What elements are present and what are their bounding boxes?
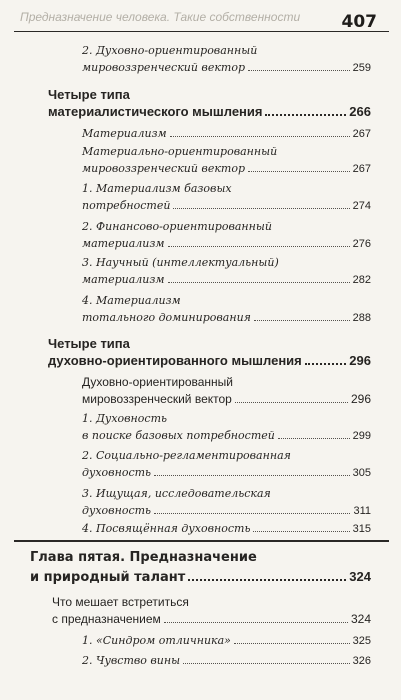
toc-section-title: материалистического мышления <box>48 104 263 119</box>
toc-entry-title: потребностей <box>82 199 171 212</box>
toc-page-number: 274 <box>352 200 371 212</box>
toc-entry-title: 1. Духовность <box>82 412 167 425</box>
toc-entry-title: 1. «Синдром отличника» <box>82 634 231 647</box>
toc-entry[interactable] <box>82 410 371 445</box>
leader-dots <box>170 136 350 137</box>
leader-dots <box>168 282 350 283</box>
toc-section-title: Что мешает встретиться <box>52 595 189 609</box>
toc-entry-title: 4. Посвящённая духовность <box>82 522 251 535</box>
toc-entry-title: 2. Духовно-ориентированный <box>82 44 258 57</box>
toc-entry[interactable] <box>82 632 371 650</box>
toc-entry[interactable] <box>82 254 371 289</box>
toc-entry-title: 1. Материализм базовых <box>82 182 232 195</box>
toc-entry[interactable] <box>82 143 371 178</box>
leader-dots <box>265 114 346 116</box>
toc-entry-title: Духовно-ориентированный <box>82 375 233 389</box>
toc-entry[interactable] <box>82 218 371 253</box>
leader-dots <box>305 363 347 365</box>
toc-section-title: Четыре типа <box>48 87 130 102</box>
toc-entry-title: 4. Материализм <box>82 294 181 307</box>
toc-page-number: 276 <box>352 238 371 250</box>
leader-dots <box>154 475 350 476</box>
toc-entry-title: 3. Ищущая, исследовательская <box>82 487 271 500</box>
leader-dots <box>253 531 349 532</box>
toc-page-number: 266 <box>349 104 371 119</box>
toc-entry-title: духовность <box>82 466 152 479</box>
toc-section-title: Четыре типа <box>48 336 130 351</box>
toc-page-number: 282 <box>352 274 371 286</box>
toc-entry-title: Материализм <box>82 127 167 140</box>
toc-entry-title: духовность <box>82 504 152 517</box>
toc-section-title: с предназначением <box>52 612 161 626</box>
leader-dots <box>173 208 349 209</box>
running-title: Предназначение человека. Такие собственности <box>20 10 301 24</box>
leader-dots <box>248 70 350 71</box>
toc-page-number: 288 <box>352 312 371 324</box>
toc-entry-title: мировоззренческий вектор <box>82 392 232 406</box>
toc-entry[interactable] <box>82 374 371 408</box>
leader-dots <box>188 579 346 581</box>
toc-entry[interactable] <box>82 125 371 143</box>
toc-entry-title: 3. Научный (интеллектуальный) <box>82 256 279 269</box>
leader-dots <box>234 643 350 644</box>
toc-page-number: 325 <box>352 635 371 647</box>
toc-entry-title: в поиске базовых потребностей <box>82 429 275 442</box>
toc-chapter-title: Глава пятая. Предназначение <box>30 550 257 565</box>
toc-entry-title: 2. Чувство вины <box>82 654 181 667</box>
toc-page-number: 311 <box>353 505 371 517</box>
toc-page-number: 324 <box>350 612 371 626</box>
toc-entry[interactable] <box>82 485 371 520</box>
toc-entry-title: 2. Социально-регламентированная <box>82 449 291 462</box>
toc-page-number: 296 <box>350 392 371 406</box>
toc-entry-title: мировоззренческий вектор <box>82 61 246 74</box>
toc-page-number: 267 <box>352 128 371 140</box>
toc-section[interactable] <box>48 335 371 369</box>
leader-dots <box>168 246 350 247</box>
toc-section-title: духовно-ориентированного мышления <box>48 353 302 368</box>
leader-dots <box>248 171 350 172</box>
toc-page-number: 315 <box>352 523 371 535</box>
toc-chapter[interactable] <box>30 548 371 587</box>
toc-section[interactable] <box>48 86 371 120</box>
toc-entry-title: мировоззренческий вектор <box>82 162 246 175</box>
toc-entry-title: материализм <box>82 273 165 286</box>
toc-entry[interactable] <box>82 520 371 538</box>
leader-dots <box>183 663 350 664</box>
leader-dots <box>254 320 350 321</box>
leader-dots <box>154 513 350 514</box>
toc-entry[interactable] <box>82 652 371 670</box>
toc-entry[interactable] <box>82 42 371 77</box>
leader-dots <box>235 402 348 403</box>
leader-dots <box>278 438 350 439</box>
toc-page-number: 296 <box>349 353 371 368</box>
toc-page-number: 305 <box>352 467 371 479</box>
toc-entry[interactable] <box>82 180 371 215</box>
leader-dots <box>164 622 348 623</box>
toc-page-number: 267 <box>352 163 371 175</box>
toc-entry-title: тотального доминирования <box>82 311 251 324</box>
toc-page-number: 299 <box>352 430 371 442</box>
toc-entry-title: Материально-ориентированный <box>82 145 278 158</box>
toc-page-number: 324 <box>349 569 371 584</box>
toc-page-number: 326 <box>352 655 371 667</box>
chapter-divider <box>14 540 389 542</box>
toc-entry[interactable] <box>82 292 371 327</box>
toc-section[interactable] <box>52 594 371 628</box>
page-number: 407 <box>341 12 377 32</box>
toc-chapter-title: и природный талант <box>30 570 186 585</box>
toc-entry-title: 2. Финансово-ориентированный <box>82 220 272 233</box>
toc-page-number: 259 <box>352 62 371 74</box>
toc-entry[interactable] <box>82 447 371 482</box>
toc-entry-title: материализм <box>82 237 165 250</box>
